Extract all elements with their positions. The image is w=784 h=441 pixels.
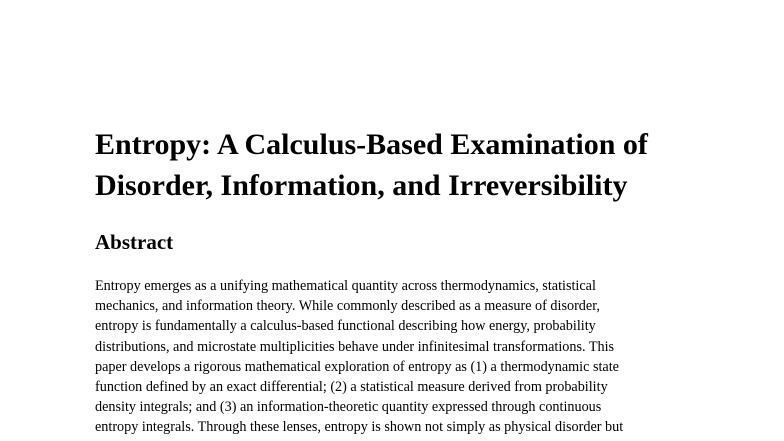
abstract-line: function defined by an exact differential; (2) a statistical measure derived from probability [95, 379, 608, 396]
paper-title [95, 124, 755, 206]
abstract-line: entropy is fundamentally a calculus-based functional describing how energy, probability [95, 318, 596, 335]
title-line: Disorder, Information, and Irreversibility [95, 169, 628, 202]
abstract-body [95, 276, 695, 438]
abstract-line: distributions, and microstate multiplicities behave under infinitesimal transformations. This [95, 338, 615, 355]
abstract-line: entropy integrals. Through these lenses, entropy is shown not simply as physical disorder but [95, 419, 624, 436]
abstract-line: paper develops a rigorous mathematical exploration of entropy as (1) a thermodynamic state [95, 358, 619, 375]
abstract-line: density integrals; and (3) an information-theoretic quantity expressed through continuous [95, 399, 602, 416]
abstract-heading: Abstract [95, 230, 174, 254]
abstract-line: mechanics, and information theory. While commonly described as a measure of disorder, [95, 298, 600, 315]
title-line: Entropy: A Calculus-Based Examination of [95, 128, 648, 161]
abstract-line: Entropy emerges as a unifying mathematical quantity across thermodynamics, statistical [95, 278, 596, 294]
